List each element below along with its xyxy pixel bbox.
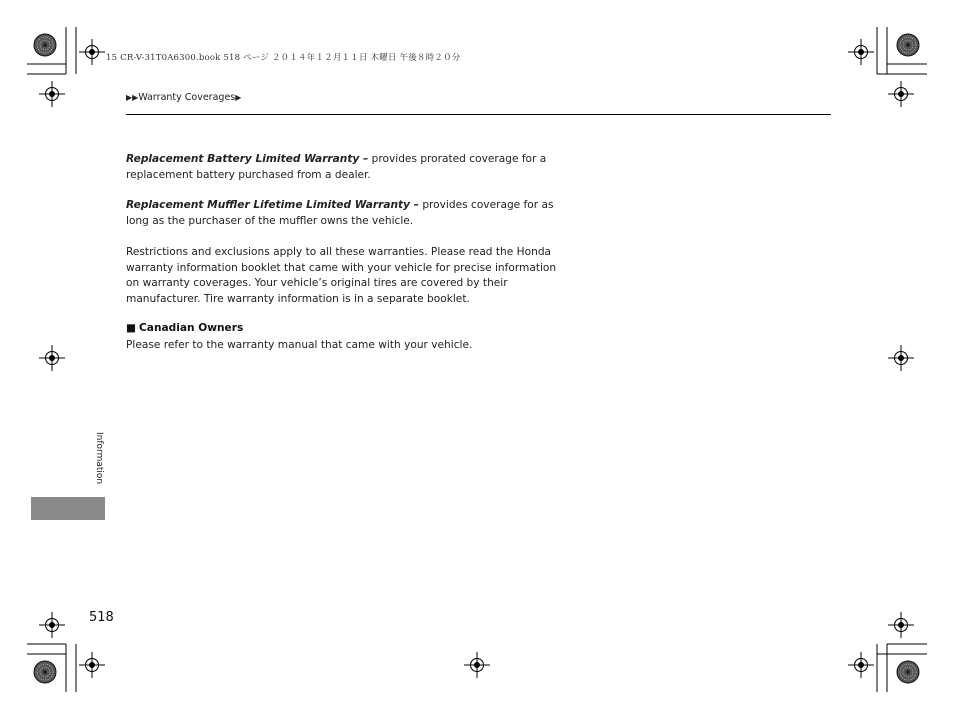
page-number: 518 — [89, 610, 114, 625]
paragraph-heading: Replacement Battery Limited Warranty – — [126, 153, 369, 165]
side-tab-label: Information — [94, 432, 104, 485]
registration-sunburst — [34, 661, 56, 683]
paragraph-restrictions — [126, 245, 558, 307]
paragraph-body: Restrictions and exclusions apply to all these warranties. Please read the Honda warranty information booklet that came with your vehicle for precise information on warranty coverages. Your vehicle’s original tires are covered by their manufacturer. Tire warranty information is in a separate booklet. — [126, 246, 557, 305]
breadcrumb — [126, 92, 241, 103]
section-body: Please refer to the warranty manual that came with your vehicle. — [126, 339, 473, 351]
registration-sunburst — [34, 34, 56, 56]
registration-crosshair — [464, 652, 490, 678]
registration-crosshair — [39, 81, 65, 107]
registration-crosshair — [848, 39, 874, 65]
registration-crosshair — [888, 612, 914, 638]
paragraph-heading: Replacement Muffler Lifetime Limited Warranty – — [126, 199, 419, 211]
breadcrumb-arrow-icon: ▶ — [235, 93, 242, 102]
registration-crosshair — [79, 652, 105, 678]
registration-crosshair — [79, 39, 105, 65]
registration-crosshair — [888, 81, 914, 107]
paragraph-body: provides coverage for as long as the purchaser of the muffler owns the vehicle. — [126, 199, 554, 227]
paragraph-battery-warranty — [126, 152, 566, 183]
registration-crosshair — [39, 612, 65, 638]
paragraph-body: provides prorated coverage for a replacement battery purchased from a dealer. — [126, 153, 547, 181]
square-bullet-icon: ■ — [126, 322, 137, 334]
breadcrumb-link-warranty-coverages[interactable]: Warranty Coverages — [138, 92, 236, 103]
registration-crosshair — [39, 345, 65, 371]
breadcrumb-arrows-icon: ▶▶ — [126, 93, 139, 102]
section-heading-canadian-owners — [126, 322, 243, 334]
section-title: Canadian Owners — [139, 322, 244, 334]
registration-sunburst — [897, 661, 919, 683]
print-info-line: 15 CR-V-31T0A6300.book 518 ページ ２０１４年１２月１１日 木曜日 午後８時２０分 — [106, 53, 461, 63]
registration-crosshair — [848, 652, 874, 678]
registration-crosshair — [888, 345, 914, 371]
side-tab-marker — [31, 497, 105, 520]
paragraph-muffler-warranty — [126, 198, 566, 229]
registration-sunburst — [897, 34, 919, 56]
header-rule — [126, 114, 831, 115]
